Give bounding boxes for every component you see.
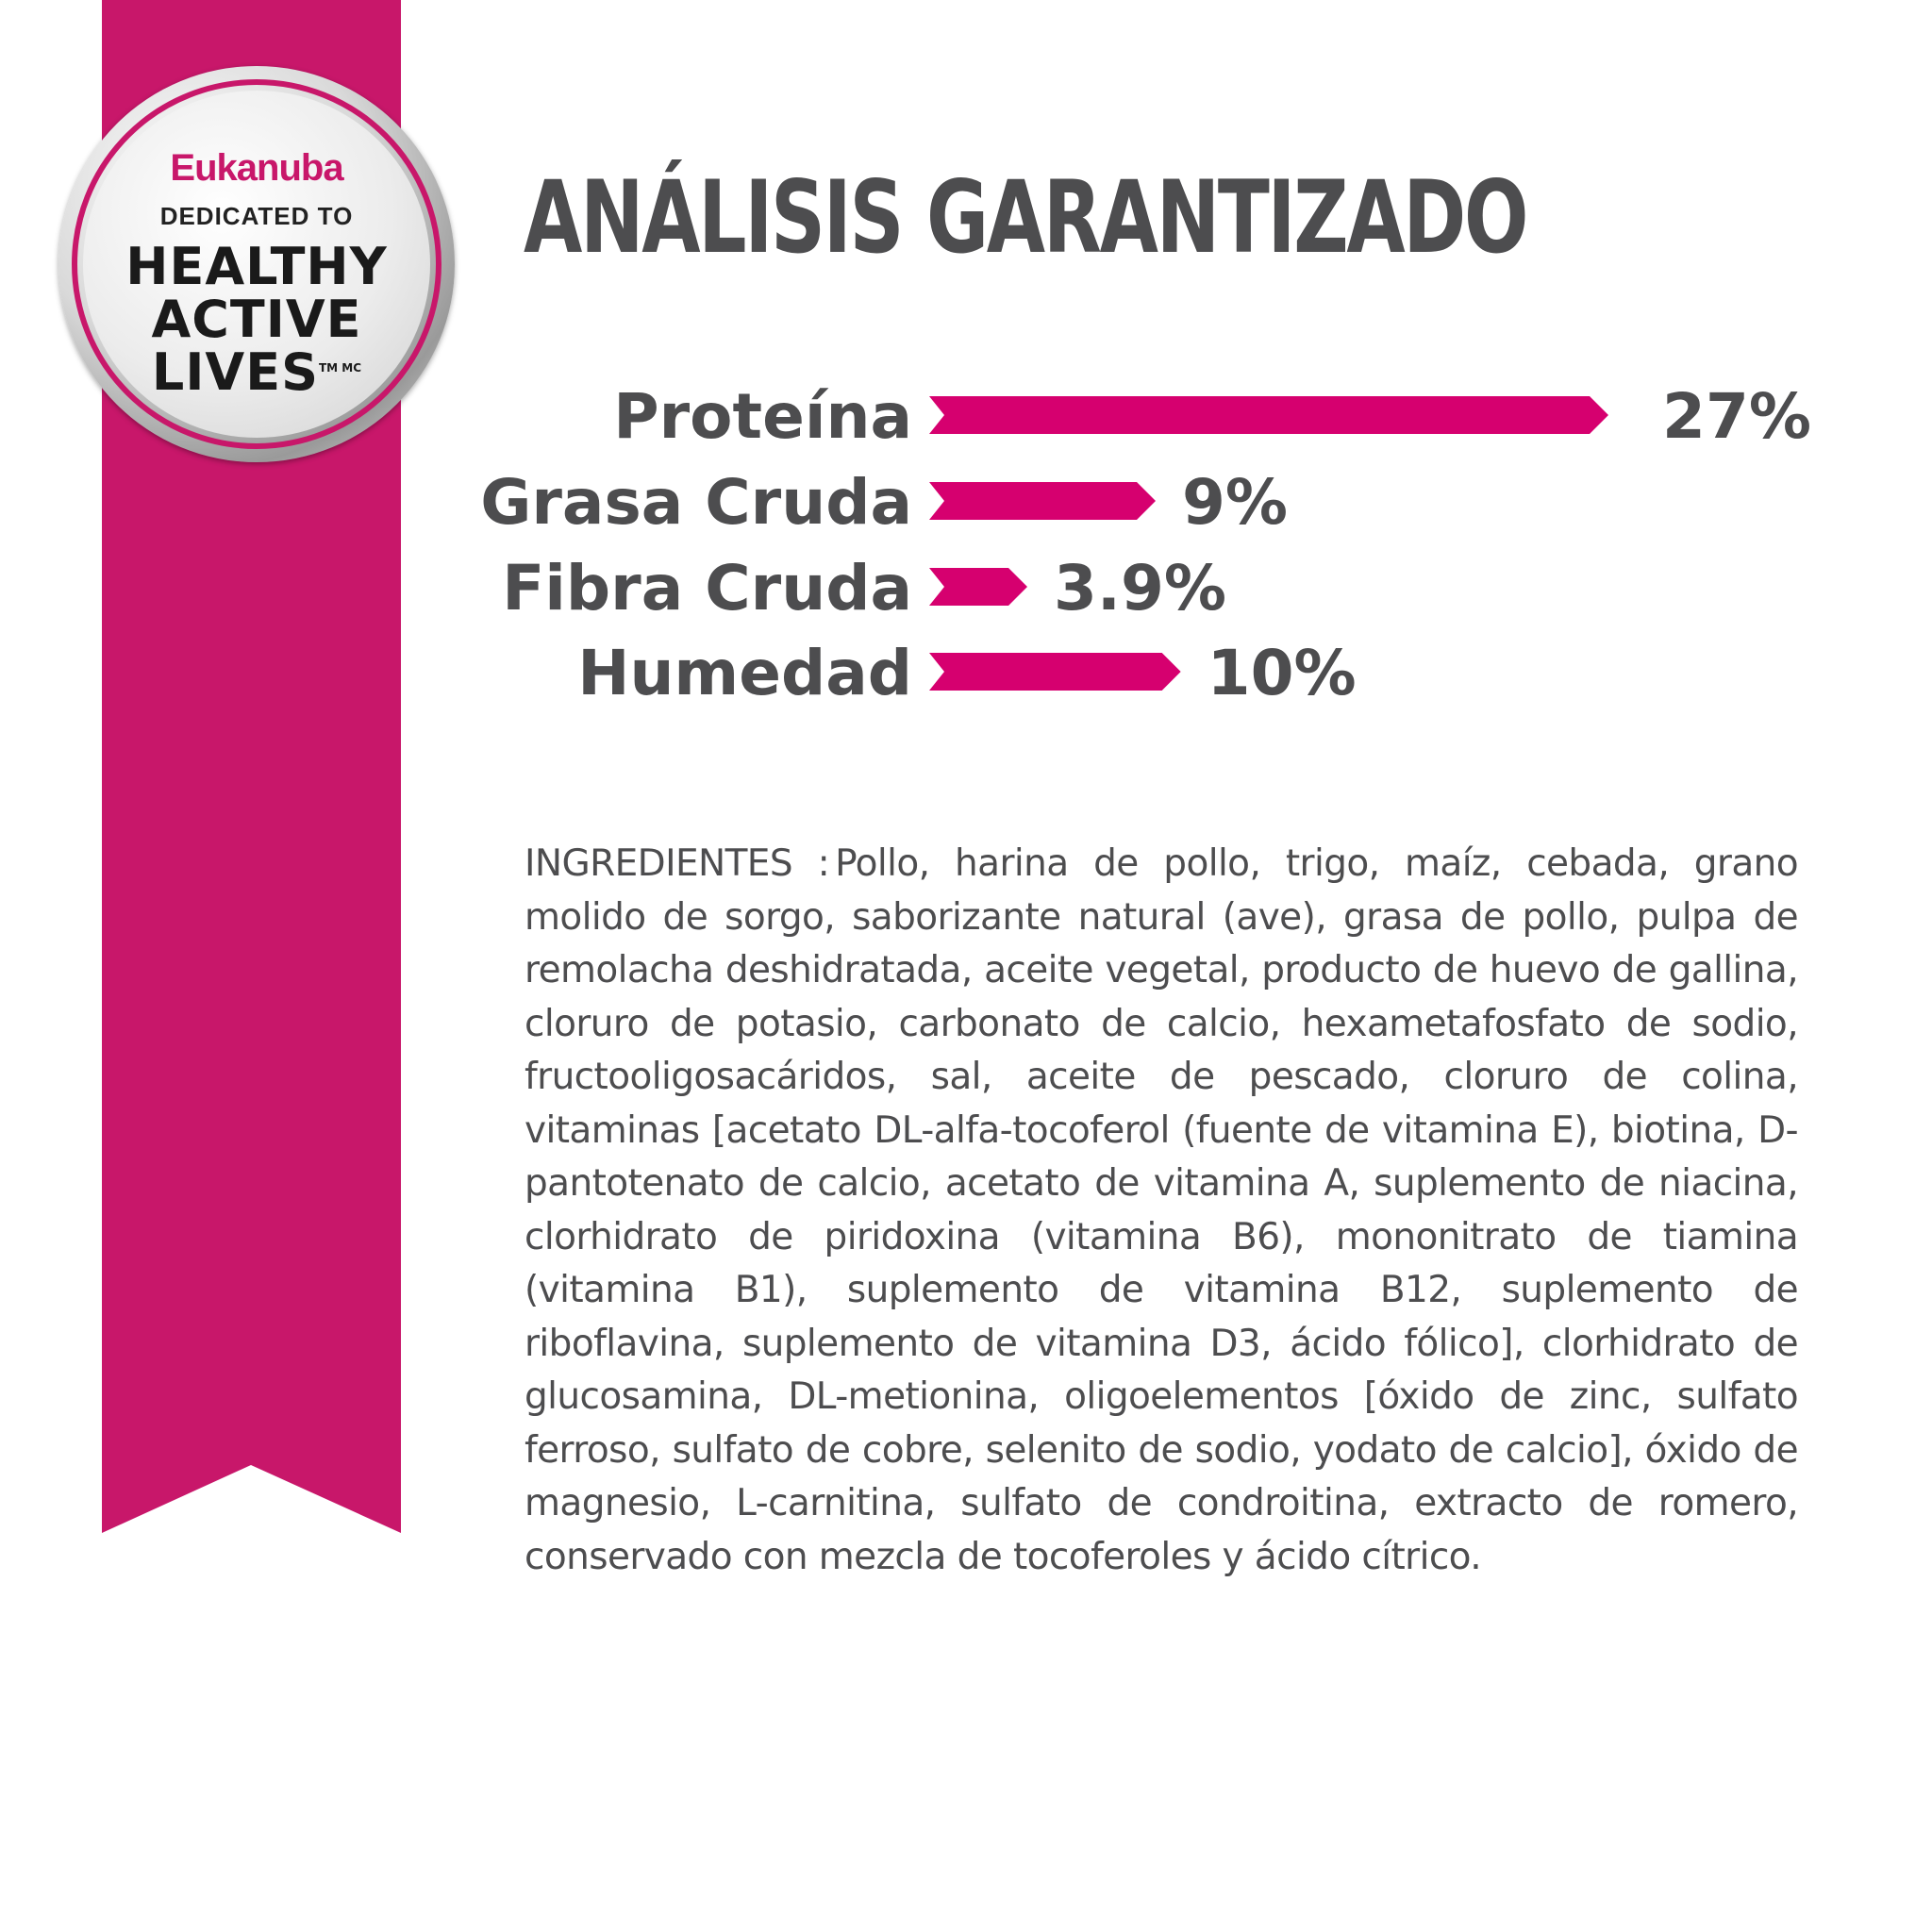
bar-3 <box>929 653 1181 691</box>
chart-title: ANÁLISIS GARANTIZADO <box>524 159 1527 275</box>
badge-line-active: ACTIVE <box>151 290 362 349</box>
bar-2 <box>929 568 1027 606</box>
value-label-1: 9% <box>1182 466 1289 539</box>
ingredients-text: Pollo, harina de pollo, trigo, maíz, cebada, grano molido de sorgo, saborizante natural (ave), grasa de pollo, pulpa de remolacha deshidratada, aceite vegetal, producto de huevo de gallina, cloruro de potasio, carbonato de calcio, hexametafosfato de sodio, fructooligosacáridos, sal, aceite de pescado, cloruro de colina, vitaminas [acetato DL-alfa-tocoferol (fuente de vitamina E), biotina, D-pantotenato de calcio, acetato de vitamina A, suplemento de niacina, clorhidrato de piridoxina (vitamina B6), mononitrato de tiamina (vitamina B1), suplemento de vitamina B12, suplemento de riboflavina, suplemento de vitamina D3, ácido fólico], clorhidrato de glucosamina, DL-metionina, oligoelementos [óxido de zinc, sulfato ferroso, sulfato de cobre, selenito de sodio, yodato de calcio], óxido de magnesio, L-carnitina, sulfato de condroitina, extracto de romero, conservado con mezcla de tocoferoles y ácido cítrico. <box>525 842 1798 1578</box>
category-label-2: Fibra Cruda <box>502 552 912 625</box>
value-label-0: 27% <box>1662 380 1811 453</box>
trademark-mark: TM MC <box>319 361 362 375</box>
bar-0 <box>929 396 1608 434</box>
ingredients-paragraph <box>525 838 1798 1584</box>
bar-1 <box>929 482 1156 520</box>
value-label-3: 10% <box>1207 637 1357 709</box>
value-label-2: 3.9% <box>1054 552 1227 625</box>
category-label-3: Humedad <box>577 637 912 709</box>
badge-line-healthy: HEALTHY <box>125 237 388 296</box>
category-label-1: Grasa Cruda <box>480 466 912 539</box>
ingredients-label: INGREDIENTES : <box>525 842 830 885</box>
badge-lives-text: LIVES <box>151 342 319 402</box>
category-label-0: Proteína <box>613 380 912 453</box>
badge-tagline: DEDICATED TO <box>159 202 354 230</box>
brand-logo: Eukanuba <box>170 147 343 189</box>
